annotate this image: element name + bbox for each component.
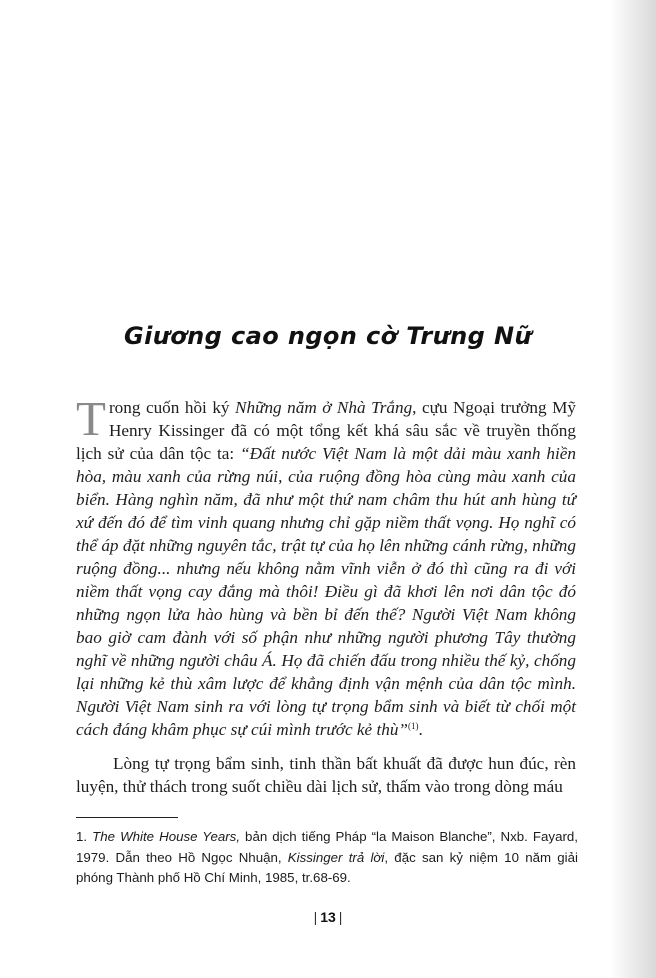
- paragraph-1-lead: rong cuốn hồi ký: [108, 398, 236, 417]
- footnote-text-2: , đặc san kỷ niệm 10 năm giải phóng Thành phố Hồ Chí Minh, 1985, tr.68-69.: [76, 849, 578, 885]
- footnote-reference: (1): [407, 721, 419, 731]
- footnote: [76, 827, 578, 889]
- book-title: Những năm ở Nhà Trắng: [235, 398, 413, 417]
- page-number: [0, 909, 656, 925]
- kissinger-quote: “Đất nước Việt Nam là một dải màu xanh hiền hòa, màu xanh của rừng núi, của ruộng đồng hòa cùng màu xanh của biển. Hàng nghìn năm, đã như một thứ nam châm thu hút anh hùng tứ xứ đến đó để tìm vinh quang nhưng chỉ gặp niềm thất vọng. Họ nghĩ có thể áp đặt những nguyên tắc, trật tự của họ lên những cánh rừng, những ruộng đồng... nhưng nếu không nằm vĩnh viễn ở đó thì cũng ra đi với niềm thất vọng cay đắng mà thôi! Điều gì đã khơi lên nơi dân tộc đó những ngọn lửa hào hùng và bền bỉ đến thế? Người Việt Nam không bao giờ cam đành với số phận như những người phương Tây thường nghĩ về những người châu Á. Họ đã chiến đấu trong nhiều thế kỷ, chống lại những kẻ thù xâm lược để khẳng định vận mệnh của dân tộc mình. Người Việt Nam sinh ra với lòng tự trọng bẩm sinh và biết từ chối một cách đáng khâm phục sự cúi mình trước kẻ thù”: [76, 444, 576, 739]
- paragraph-2: Lòng tự trọng bẩm sinh, tinh thần bất khuất đã được hun đúc, rèn luyện, thử thách trong suốt chiều dài lịch sử, thấm vào trong dòng máu: [76, 754, 576, 796]
- paragraph-1-middle: , cựu Ngoại trưởng Mỹ Henry Kissinger đã có một tổng kết khá sâu sắc về truyền thống lịch sử của dân tộc ta:: [76, 398, 576, 463]
- footnote-book-title: The White House Years,: [92, 829, 241, 844]
- paragraph-1: [76, 391, 576, 741]
- footnote-number: 1.: [76, 829, 88, 844]
- drop-cap: T: [76, 391, 106, 446]
- footnote-cited-work: Kissinger trả lời: [287, 849, 385, 865]
- chapter-title: Giương cao ngọn cờ Trưng Nữ: [124, 322, 532, 350]
- page-number-value: 13: [320, 909, 336, 925]
- page-edge-shadow: [610, 0, 656, 978]
- footnote-text-1: bản dịch tiếng Pháp “la Maison Blanche”, Nxb. Fayard, 1979. Dẫn theo Hồ Ngọc Nhuận,: [76, 829, 578, 865]
- footnote-divider: [76, 817, 178, 818]
- page-number-bar-left: |: [313, 909, 318, 925]
- page-number-bar-right: |: [338, 909, 343, 925]
- body-text: [76, 391, 576, 798]
- paragraph-1-end: .: [418, 720, 423, 739]
